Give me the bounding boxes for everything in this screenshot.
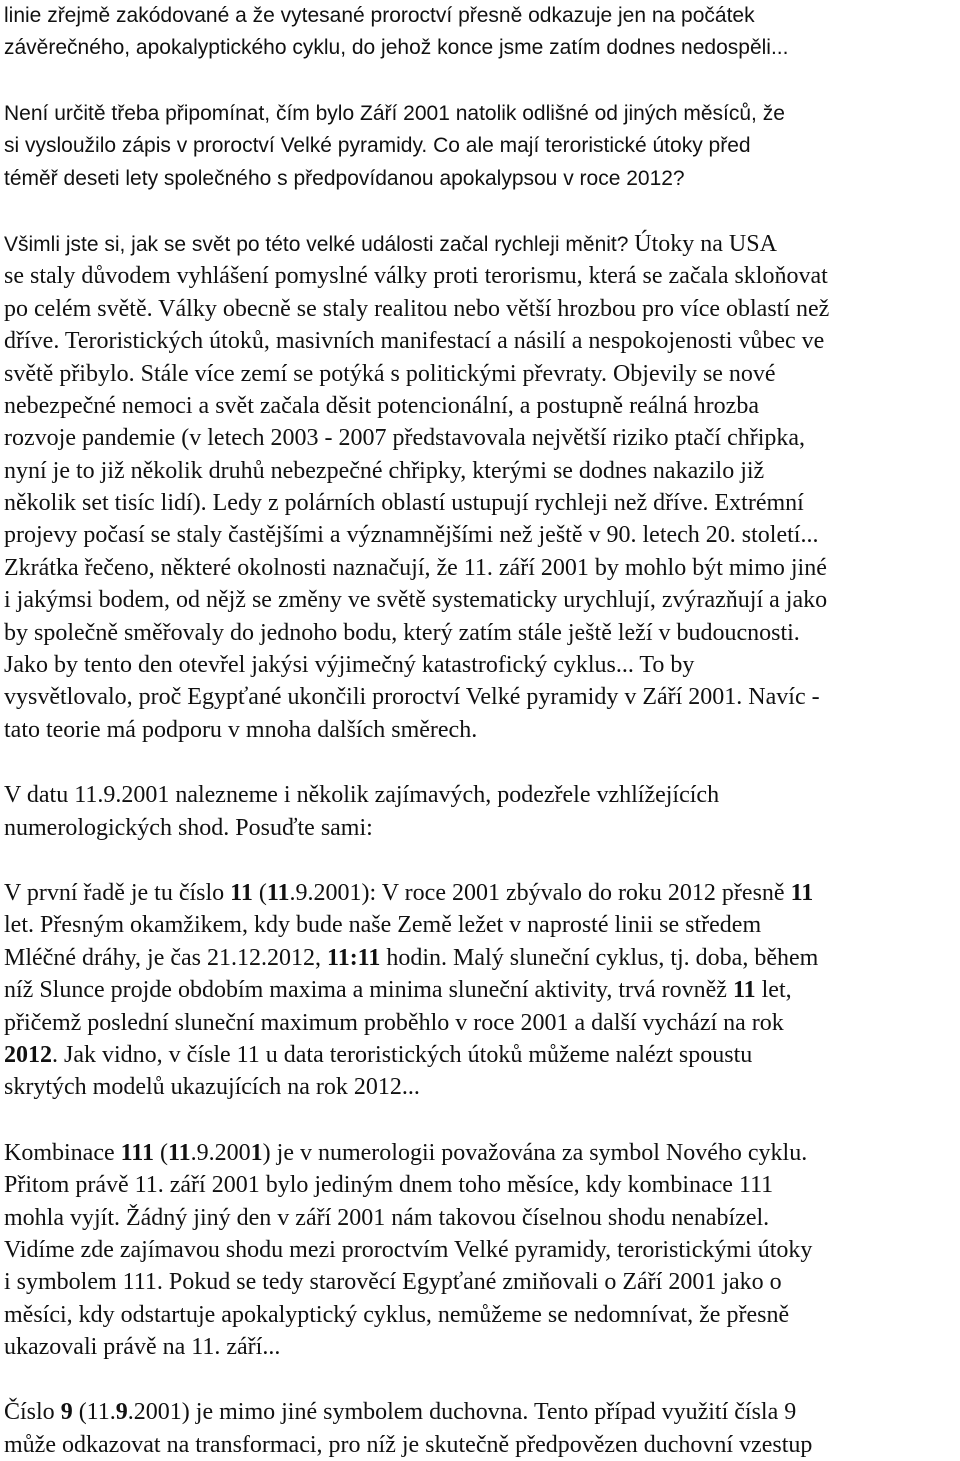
- line-text: si vysloužilo zápis v proroctví Velké pyramidy. Co ale mají teroristické útoky před: [4, 134, 751, 158]
- text-line: [4, 1169, 952, 1201]
- line-text: i jakýmsi bodem, od nějž se změny ve světě systematicky urychlují, zvýrazňují a jako: [4, 587, 828, 614]
- bold-number: 9: [60, 1399, 73, 1426]
- text-line: [4, 487, 952, 519]
- text-line: [4, 0, 952, 32]
- line-text: ukazovali právě na 11. září...: [4, 1334, 281, 1361]
- line-text: téměř deseti lety společného s předpovídanou apokalypsou v roce 2012?: [4, 166, 685, 190]
- text-line: [4, 293, 952, 325]
- paragraph-p6: [4, 1137, 952, 1364]
- text-line: [4, 942, 952, 974]
- text-line: [4, 649, 952, 681]
- line-text: mohla vyjít. Žádný jiný den v září 2001 nám takovou číselnou shodu nenabízel.: [4, 1204, 770, 1231]
- bold-number: 11:11: [327, 944, 381, 971]
- text-line: [4, 1429, 952, 1461]
- line-text: závěrečného, apokalyptického cyklu, do jehož konce jsme zatím dodnes nedospěli...: [4, 36, 789, 60]
- bold-number: 9: [115, 1399, 128, 1426]
- text-line: [4, 163, 952, 195]
- line-text: nebezpečné nemoci a svět začala děsit potencionální, a postupně reálná hrozba: [4, 392, 759, 419]
- line-text: může odkazovat na transformaci, pro níž je skutečně předpovězen duchovní vzestup: [4, 1431, 813, 1458]
- text-line: [4, 617, 952, 649]
- text-line: [4, 714, 952, 746]
- line-text: .2001) je mimo jiné symbolem duchovna. Tento případ využití čísla 9: [127, 1399, 797, 1426]
- line-text: .9.2001): V roce 2001 zbývalo do roku 2012 přesně: [289, 879, 791, 906]
- line-text: Číslo: [4, 1399, 61, 1426]
- text-line: [4, 1007, 952, 1039]
- line-text: Mléčné dráhy, je čas 21.12.2012,: [4, 944, 328, 971]
- line-text: (: [252, 879, 267, 906]
- line-text: let. Přesným okamžikem, kdy bude naše Země ležet v naprosté linii se středem: [4, 912, 762, 939]
- text-line: [4, 325, 952, 357]
- paragraph-p5: [4, 877, 952, 1104]
- line-text: Vidíme zde zajímavou shodu mezi proroctvím Velké pyramidy, teroristickými útoky: [4, 1236, 813, 1263]
- line-text: (11.: [72, 1399, 116, 1426]
- bold-number: 11: [167, 1139, 191, 1166]
- text-line: [4, 1234, 952, 1266]
- line-text: světě přibylo. Stále více zemí se potýká s politickými převraty. Objevily se nové: [4, 360, 776, 387]
- line-text: hodin. Malý sluneční cyklus, tj. doba, během: [380, 944, 819, 971]
- text-line: [4, 422, 952, 454]
- line-text: níž Slunce projde obdobím maxima a minima sluneční aktivity, trvá rovněž: [4, 977, 733, 1004]
- text-line: [4, 1299, 952, 1331]
- text-line: [4, 228, 952, 260]
- line-text: linie zřejmě zakódované a že vytesané proroctví přesně odkazuje jen na počátek: [4, 4, 755, 27]
- line-text: (: [153, 1139, 168, 1166]
- line-text: let,: [755, 977, 792, 1004]
- text-line: [4, 681, 952, 713]
- text-line: [4, 519, 952, 551]
- line-text: projevy počasí se staly častějšími a významnějšími než ještě v 90. letech 20. století...: [4, 522, 819, 549]
- text-line: [4, 1071, 952, 1103]
- text-line: [4, 1331, 952, 1363]
- text-line: [4, 1396, 952, 1428]
- text-line: [4, 98, 952, 130]
- line-text: Zkrátka řečeno, některé okolnosti naznačují, že 11. září 2001 by mohlo být mimo jiné: [4, 554, 827, 581]
- text-line: [4, 1039, 952, 1071]
- line-text: Kombinace: [4, 1139, 121, 1166]
- bold-number: 11: [266, 879, 290, 906]
- bold-number: 11: [230, 879, 253, 906]
- paragraph-gap: [4, 844, 952, 877]
- text-line: [4, 1266, 952, 1298]
- bold-number: 2012: [4, 1041, 52, 1068]
- paragraph-p3: [4, 228, 952, 746]
- text-line: [4, 32, 952, 64]
- text-line: [4, 390, 952, 422]
- paragraph-gap: [4, 65, 952, 98]
- text-line: [4, 552, 952, 584]
- text-line: [4, 358, 952, 390]
- bold-number: 1: [250, 1139, 263, 1166]
- line-text: .9.200: [190, 1139, 251, 1166]
- line-text: by společně směřovaly do jednoho bodu, který zatím stále ještě leží v budoucnosti.: [4, 619, 800, 646]
- document-body: [4, 0, 952, 1461]
- line-text: Všimli jste si, jak se svět po této velké události začal rychleji měnit?: [4, 232, 635, 256]
- line-text: několik set tisíc lidí). Ledy z polárních oblastí ustupují rychleji než dříve. Extrémní: [4, 490, 804, 517]
- line-text: nyní je to již několik druhů nebezpečné chřipky, kterými se dodnes nakazilo již: [4, 457, 765, 484]
- line-text: Jako by tento den otevřel jakýsi výjimečný katastrofický cyklus... To by: [4, 652, 695, 679]
- paragraph-p1: [4, 0, 952, 65]
- line-text: V první řadě je tu číslo: [4, 879, 231, 906]
- paragraph-gap: [4, 195, 952, 228]
- text-line: [4, 1137, 952, 1169]
- line-text: dříve. Teroristických útoků, masivních manifestací a násilí a nespokojenosti vůbec ve: [4, 328, 825, 355]
- text-line: [4, 812, 952, 844]
- paragraph-p2: [4, 98, 952, 195]
- paragraph-p4: [4, 779, 952, 844]
- line-text: přičemž poslední sluneční maximum proběhlo v roce 2001 a další vychází na rok: [4, 1009, 784, 1036]
- line-text: tato teorie má podporu v mnoha dalších směrech.: [4, 716, 478, 743]
- text-line: [4, 260, 952, 292]
- line-text: ) je v numerologii považována za symbol Nového cyklu.: [262, 1139, 808, 1166]
- line-text: rozvoje pandemie (v letech 2003 - 2007 představovala největší riziko ptačí chřipka,: [4, 425, 806, 452]
- text-line: [4, 1202, 952, 1234]
- bold-number: 11: [790, 879, 814, 906]
- text-line: [4, 779, 952, 811]
- line-text: vysvětlovalo, proč Egypťané ukončili proroctví Velké pyramidy v Září 2001. Navíc -: [4, 684, 820, 711]
- line-text: po celém světě. Války obecně se staly realitou nebo větší hrozbou pro více oblastí než: [4, 295, 830, 322]
- line-text: se staly důvodem vyhlášení pomyslné války proti terorismu, která se začala skloňovat: [4, 263, 828, 290]
- line-text: skrytých modelů ukazujících na rok 2012...: [4, 1074, 420, 1101]
- bold-number: 111: [120, 1139, 154, 1166]
- text-line: [4, 584, 952, 616]
- text-line: [4, 130, 952, 162]
- line-text: Není určitě třeba připomínat, čím bylo Září 2001 natolik odlišné od jiných měsíců, že: [4, 101, 785, 125]
- line-text: numerologických shod. Posuďte sami:: [4, 814, 373, 841]
- line-text: Přitom právě 11. září 2001 bylo jediným dnem toho měsíce, kdy kombinace 111: [4, 1172, 774, 1199]
- text-line: [4, 877, 952, 909]
- bold-number: 11: [732, 977, 756, 1004]
- text-line: [4, 455, 952, 487]
- paragraph-gap: [4, 1104, 952, 1137]
- line-text: i symbolem 111. Pokud se tedy starověcí Egypťané zmiňovali o Září 2001 jako o: [4, 1269, 782, 1296]
- line-text: V datu 11.9.2001 nalezneme i několik zajímavých, podezřele vzhlížejících: [4, 782, 720, 809]
- line-text: měsíci, kdy odstartuje apokalyptický cyklus, nemůžeme se nedomnívat, že přesně: [4, 1301, 790, 1328]
- line-text: . Jak vidno, v čísle 11 u data teroristických útoků můžeme nalézt spoustu: [52, 1041, 753, 1068]
- line-text: Útoky na USA: [634, 230, 777, 257]
- paragraph-gap: [4, 1363, 952, 1396]
- paragraph-p7: [4, 1396, 952, 1461]
- paragraph-gap: [4, 746, 952, 779]
- text-line: [4, 974, 952, 1006]
- text-line: [4, 909, 952, 941]
